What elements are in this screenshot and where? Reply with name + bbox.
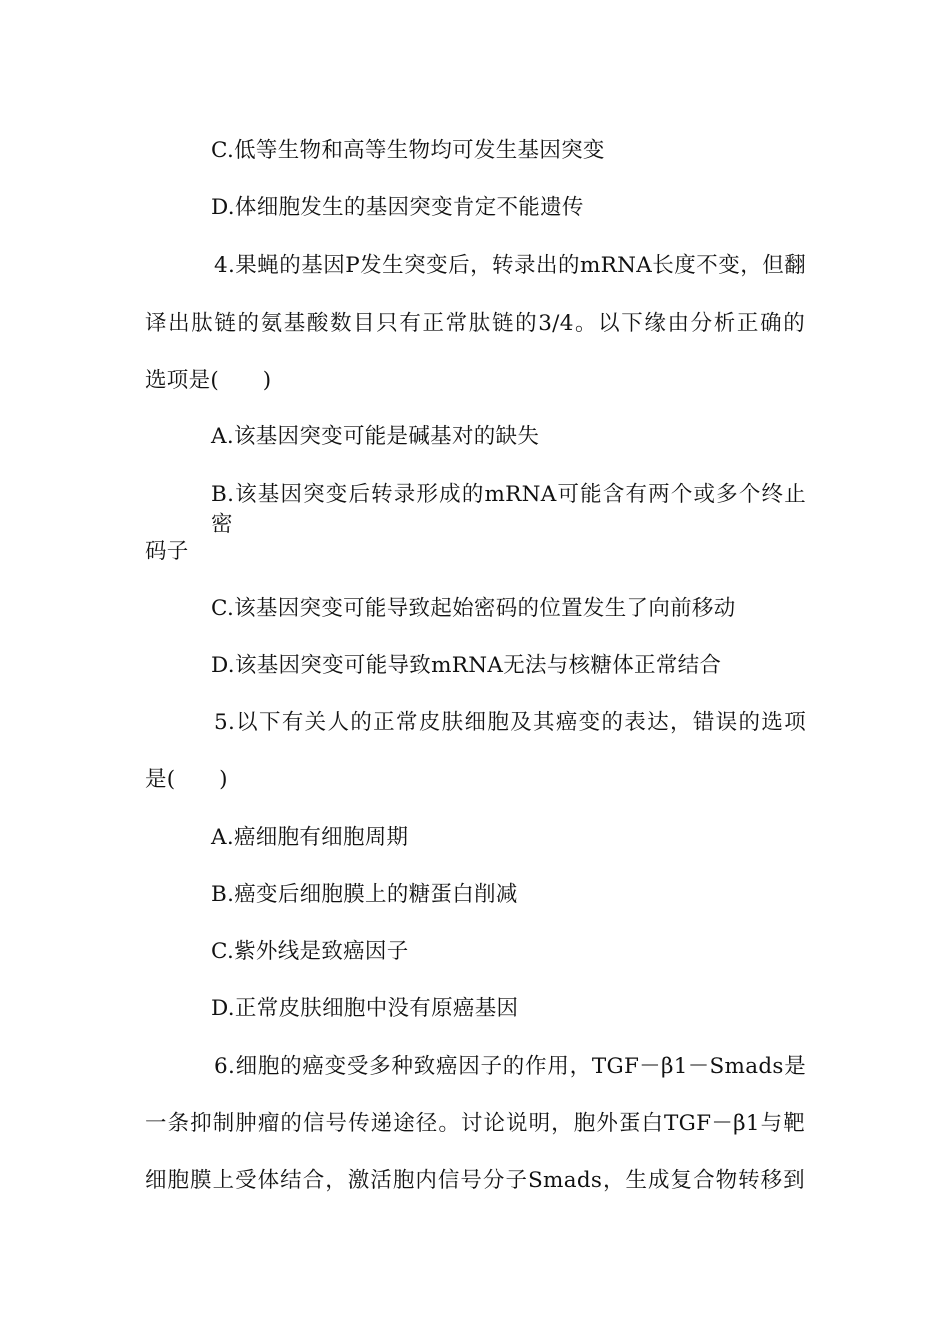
q5-option-d: D.正常皮肤细胞中没有原癌基因 <box>211 996 519 1021</box>
q5-option-a: A.癌细胞有细胞周期 <box>211 825 409 850</box>
q5-stem-line2: 是( ) <box>145 767 228 792</box>
q4-stem-line2: 译出肽链的氨基酸数目只有正常肽链的3/4。以下缘由分析正确的 <box>145 311 805 336</box>
q4-stem-line1: 4.果蝇的基因P发生突变后，转录出的mRNA长度不变，但翻 <box>214 253 806 278</box>
q4-stem-line3: 选项是( ) <box>145 368 272 393</box>
q3-option-d: D.体细胞发生的基因突变肯定不能遗传 <box>211 195 584 220</box>
q4-option-b-line1: B.该基因突变后转录形成的mRNA可能含有两个或多个终止密 <box>211 482 806 537</box>
q6-stem-line2: 一条抑制肿瘤的信号传递途径。讨论说明，胞外蛋白TGF－β1与靶 <box>145 1111 805 1136</box>
q4-option-d: D.该基因突变可能导致mRNA无法与核糖体正常结合 <box>211 653 722 678</box>
q3-option-c: C.低等生物和高等生物均可发生基因突变 <box>211 138 605 163</box>
q5-option-b: B.癌变后细胞膜上的糖蛋白削减 <box>211 882 518 907</box>
q5-stem-line1: 5.以下有关人的正常皮肤细胞及其癌变的表达，错误的选项 <box>214 710 806 735</box>
q4-option-b-line2: 码子 <box>145 539 189 564</box>
q6-stem-line1: 6.细胞的癌变受多种致癌因子的作用，TGF－β1－Smads是 <box>214 1054 806 1079</box>
q5-option-c: C.紫外线是致癌因子 <box>211 939 409 964</box>
q4-option-a: A.该基因突变可能是碱基对的缺失 <box>211 424 540 449</box>
q6-stem-line3: 细胞膜上受体结合，激活胞内信号分子Smads，生成复合物转移到 <box>145 1168 805 1193</box>
q4-option-c: C.该基因突变可能导致起始密码的位置发生了向前移动 <box>211 596 736 621</box>
